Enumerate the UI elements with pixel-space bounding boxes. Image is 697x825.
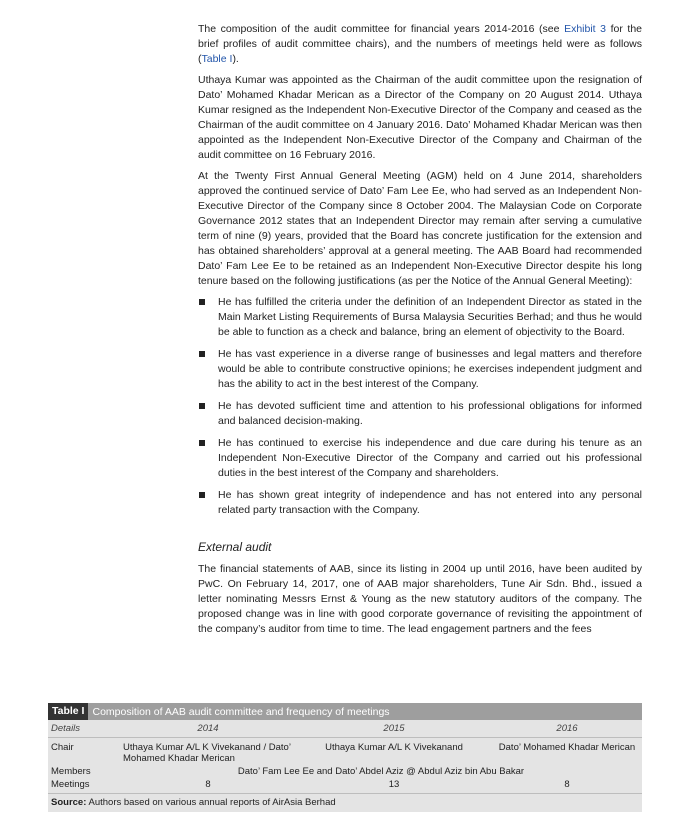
audit-committee-table	[48, 720, 642, 793]
row-label: Chair	[51, 742, 74, 753]
column-header: 2014	[120, 720, 296, 738]
table-cell: Uthaya Kumar A/L K Vivekanand / Dato’ Mohamed Khadar Merican	[123, 742, 291, 764]
bullet-square-icon	[199, 440, 205, 446]
bullet-square-icon	[199, 299, 205, 305]
paragraph-agm: At the Twenty First Annual General Meeting (AGM) held on 4 June 2014, shareholders approved the continued service of Dato’ Fam Lee Ee, who had served as an Independent Non-Executive Director of the Company since 8 October 2004. The Malaysian Code on Corporate Governance 2012 states that an Independent Director may remain after serving a cumulative term of nine (9) years, provided that the Board has concrete justification for the extension and has obtained shareholders’ approval at a general meeting. The AAB Board had recommended Dato’ Fam Lee Ee to be retained as an Independent Non-Executive Director despite his long tenure based on the following justifications (as per the Notice of the Annual General Meeting):	[198, 170, 642, 287]
list-item	[198, 295, 642, 340]
bullet-square-icon	[199, 403, 205, 409]
column-header: 2015	[296, 720, 492, 738]
table-cell: 8	[205, 779, 211, 790]
table-header-row	[48, 720, 642, 738]
source-text: Authors based on various annual reports of AirAsia Berhad	[86, 797, 336, 808]
row-label: Meetings	[51, 779, 90, 790]
column-header: 2016	[492, 720, 642, 738]
row-label: Members	[51, 766, 91, 777]
paragraph-external-audit: The financial statements of AAB, since its listing in 2004 up until 2016, have been audited by PwC. On February 14, 2017, one of AAB major shareholders, Tune Air Sdn. Bhd., issued a letter nominating Messrs Ernst & Young as the new statutory auditors of the company. The proposed change was in line with good corporate governance of revisiting the appointment of the company’s auditor from time to time. The lead engagement partners and the fees	[198, 563, 642, 635]
table-cell: 13	[388, 779, 400, 790]
list-item	[198, 436, 642, 481]
list-item-text: He has devoted sufficient time and attention to his professional obligations for informed and balanced decision-making.	[218, 400, 642, 427]
table-tag: Table I	[48, 703, 88, 720]
table-cell: Dato’ Fam Lee Ee and Dato’ Abdel Aziz @ Abdul Aziz bin Abu Bakar	[237, 766, 525, 777]
table-row	[48, 765, 642, 778]
justification-list	[198, 295, 642, 518]
bullet-square-icon	[199, 351, 205, 357]
paragraph-chairman-history: Uthaya Kumar was appointed as the Chairman of the audit committee upon the resignation of Dato’ Mohamed Khadar Merican as a Director of the Company on 20 August 2014. Uthaya Kumar resigned as the Independent Non-Executive Director of the Company and ceased as the Chairman of the audit committee on 4 January 2016. Dato’ Mohamed Khadar Merican was then appointed as the Independent Non-Executive Director of the Company and Chairman of the audit committee on 16 February 2016.	[198, 74, 642, 161]
table-title-bar	[48, 703, 642, 720]
list-item-text: He has shown great integrity of independence and has not entered into any personal related party transaction with the Company.	[218, 489, 642, 516]
list-item	[198, 399, 642, 429]
table-cell: Dato’ Mohamed Khadar Merican	[498, 742, 636, 753]
table-cell: Uthaya Kumar A/L K Vivekanand	[325, 742, 463, 753]
column-header: Details	[48, 720, 120, 738]
paragraph-text: ).	[232, 53, 239, 65]
section-heading-external-audit: External audit	[198, 540, 272, 554]
bullet-square-icon	[199, 492, 205, 498]
table-row	[48, 738, 642, 766]
table-i-link[interactable]: Table I	[201, 53, 233, 65]
list-item	[198, 488, 642, 518]
paragraph-text: The composition of the audit committee for financial years 2014-2016 (see	[198, 23, 565, 35]
source-label: Source:	[51, 797, 87, 808]
table-row	[48, 778, 642, 793]
list-item-text: He has fulfilled the criteria under the definition of an Independent Director as stated in the Main Market Listing Requirements of Bursa Malaysia Securities Berhad; and thus he would be able to function as a check and balance, bring an element of objectivity to the Board.	[218, 296, 642, 338]
list-item	[198, 347, 642, 392]
table-cell: 8	[564, 779, 570, 790]
list-item-text: He has continued to exercise his independence and due care during his tenure as an Independent Non-Executive Director of the Company and carried out his professional duties in the best interest of the Company and shareholders.	[218, 437, 642, 479]
exhibit-3-link[interactable]: Exhibit 3	[564, 23, 606, 35]
list-item-text: He has vast experience in a diverse range of businesses and legal matters and therefore would be able to contribute constructive opinions; he exercises independent judgment and has the ability to act in the best interest of the Company.	[218, 348, 642, 390]
paragraph-composition	[198, 22, 642, 67]
table-caption: Composition of AAB audit committee and frequency of meetings	[92, 705, 390, 718]
table-source	[48, 793, 642, 812]
paragraph-text: for the brief profiles of audit committee chairs), and the numbers of meetings held were as follows (	[198, 23, 642, 65]
table-i-container	[48, 703, 642, 812]
body-text-column	[198, 22, 642, 643]
